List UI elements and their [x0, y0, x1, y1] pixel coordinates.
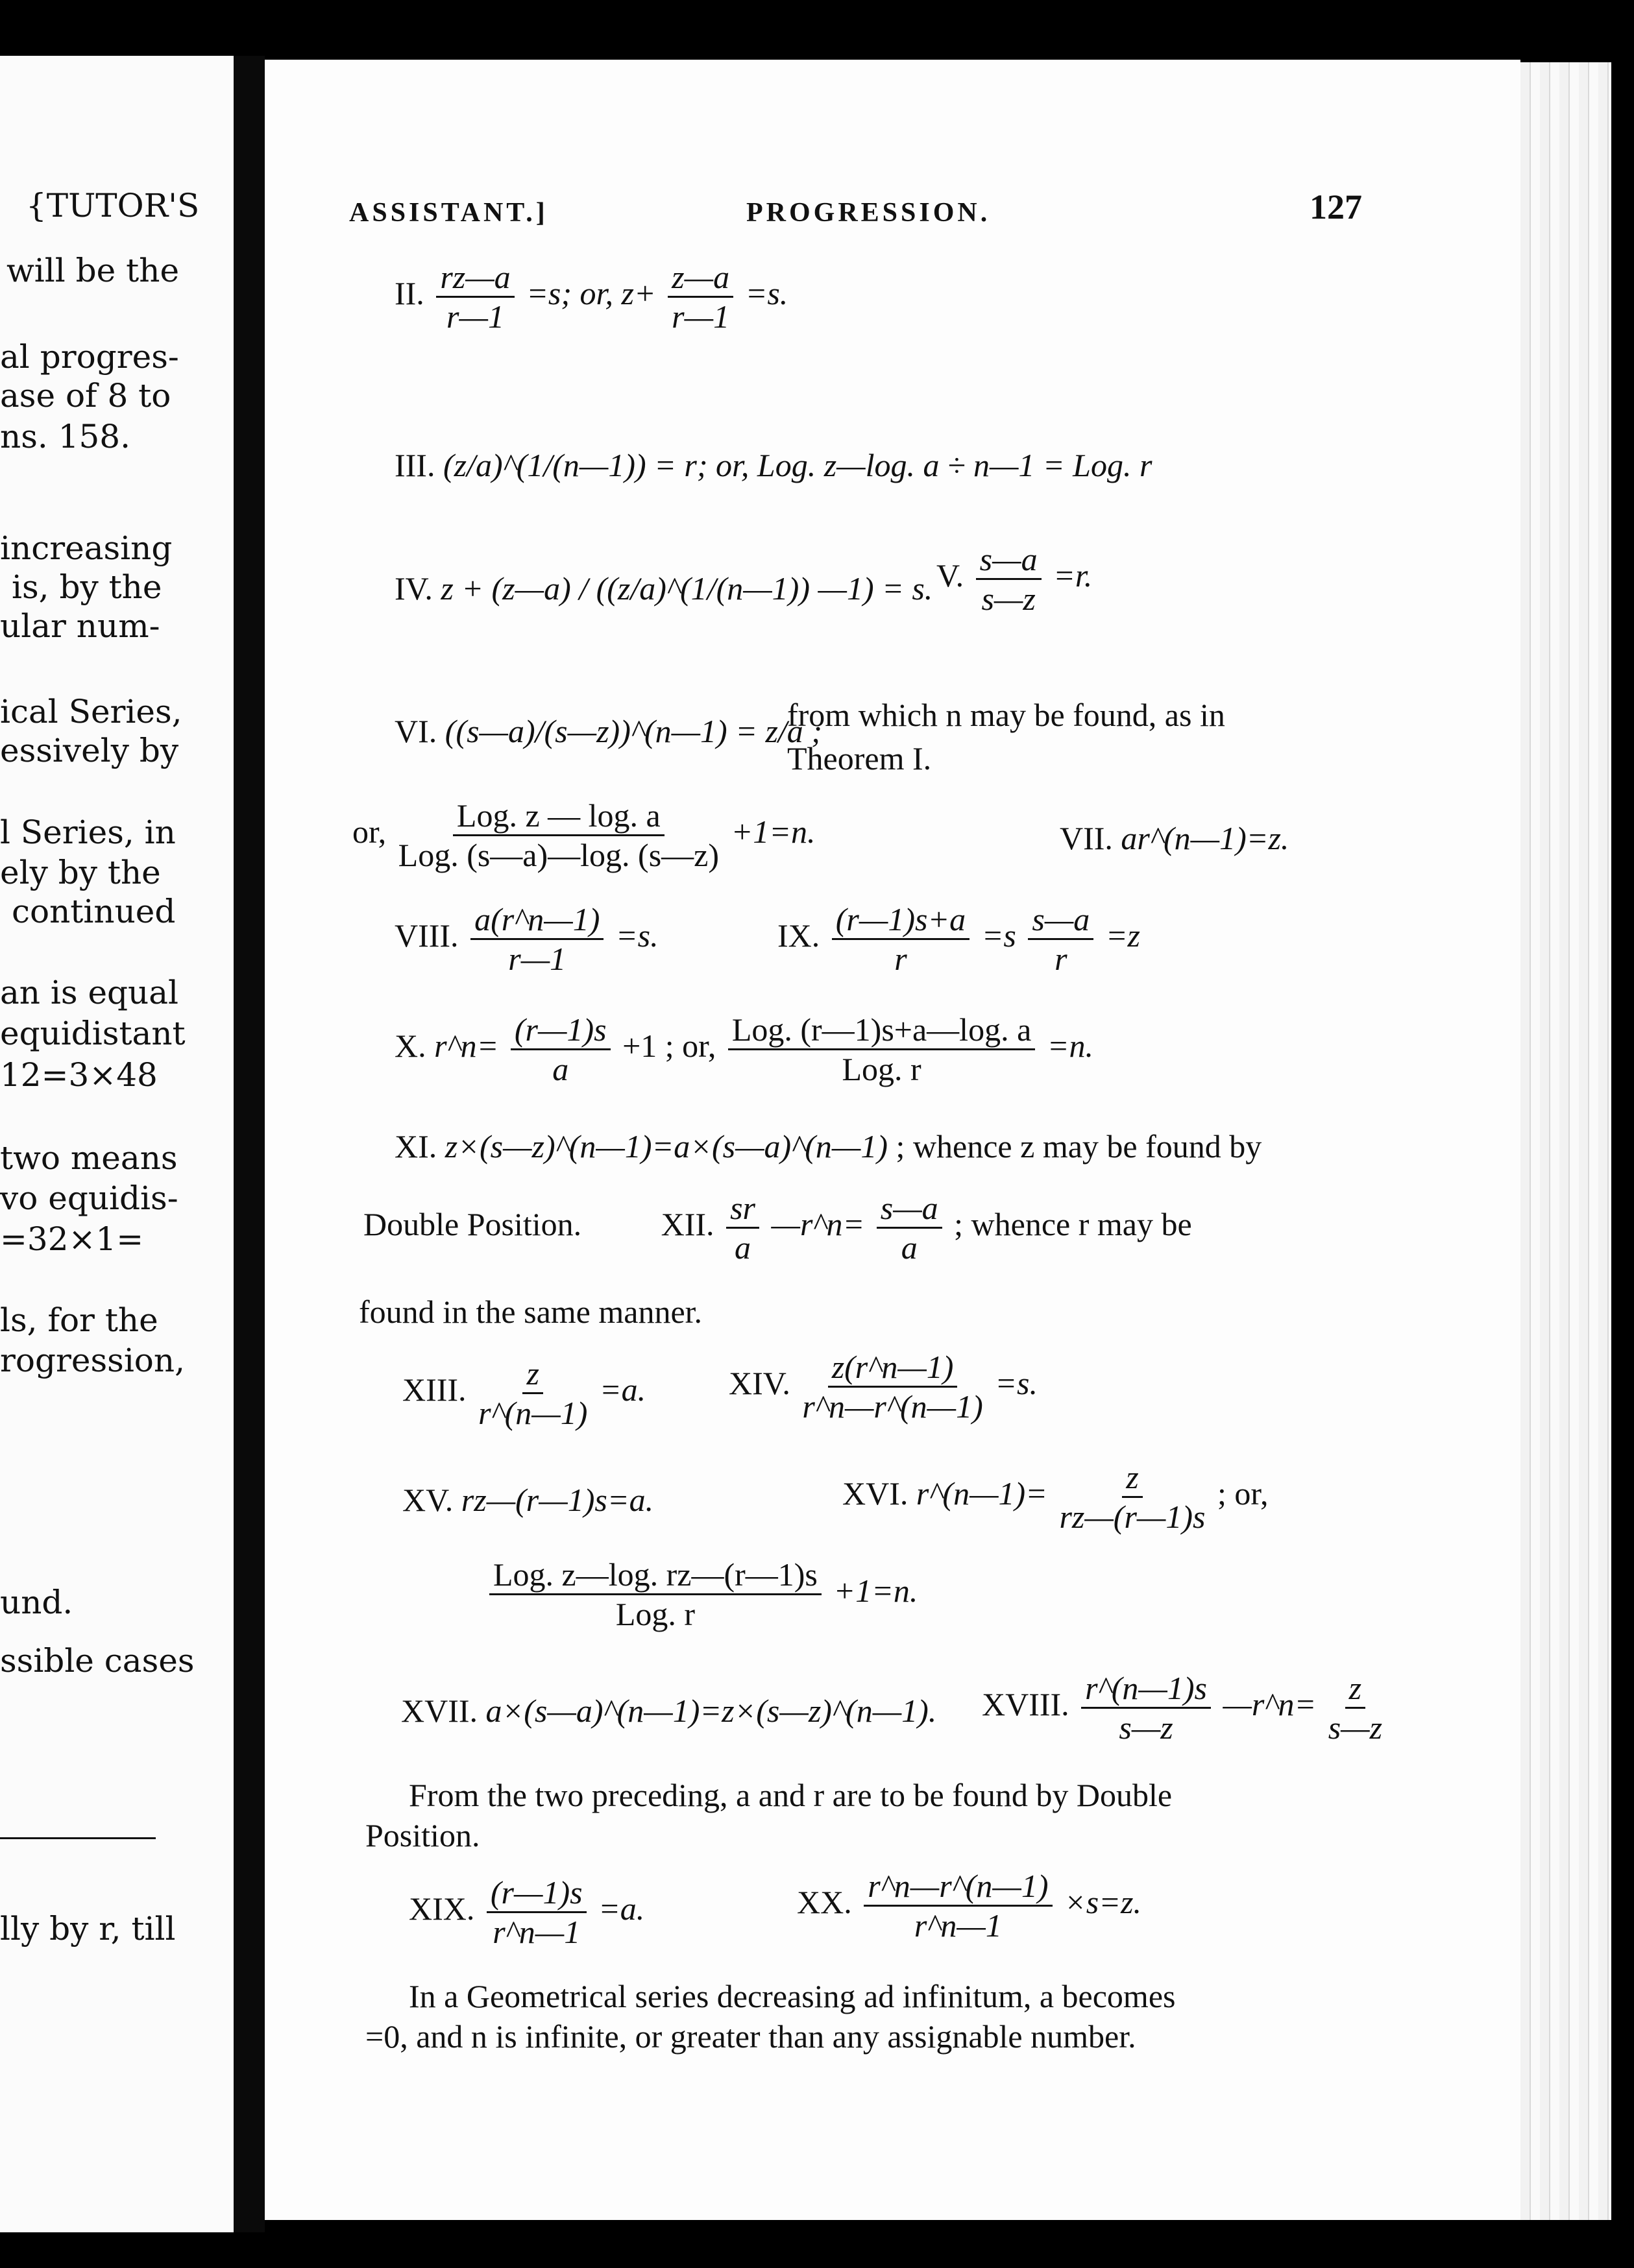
fraction [976, 543, 1042, 615]
numerator: Log. z—log. rz—(r—1)s [489, 1558, 822, 1595]
paragraph-line: In a Geometrical series decreasing ad infinitum, a becomes [409, 1978, 1176, 2014]
left-page-line: ular num- [0, 607, 160, 645]
numerator: s—a [1028, 903, 1093, 940]
formula-label: XVI. [842, 1475, 908, 1512]
formula-text: r^n= [434, 1027, 499, 1064]
denominator: s—z [1328, 1709, 1383, 1746]
formula-vi-note-1: from which n may be found, as in [787, 697, 1225, 733]
denominator: r^n—r^(n—1) [802, 1388, 983, 1425]
formula-text: +1=n. [833, 1572, 918, 1609]
formula-text: ((s—a)/(s—z))^(n—1) = z/a ; [445, 713, 822, 749]
denominator: a [901, 1229, 918, 1266]
denominator: r^n—1 [493, 1914, 581, 1950]
fraction [864, 1870, 1052, 1942]
fraction [489, 1558, 822, 1630]
formula-text: =a. [598, 1890, 645, 1927]
numerator: sr [726, 1192, 759, 1229]
formula-xiv [729, 1351, 1038, 1423]
fraction [1081, 1672, 1211, 1744]
formula-x [395, 1013, 1093, 1085]
formula-text: =s. [995, 1364, 1038, 1401]
numerator: rz—a [436, 261, 514, 298]
left-page-line: two means [0, 1139, 178, 1177]
numerator: (r—1)s [487, 1876, 587, 1913]
formula-label: X. [395, 1027, 426, 1064]
formula-text: +1 ; or, [622, 1027, 716, 1064]
formula-label: XVIII. [982, 1685, 1069, 1722]
left-page-line: an is equal [0, 974, 179, 1011]
formula-label: XX. [797, 1883, 852, 1920]
formula-text: r^(n—1)= [916, 1475, 1047, 1512]
denominator: r [894, 941, 907, 977]
denominator: r^(n—1) [478, 1395, 588, 1431]
left-page-line: ns. 158. [0, 418, 130, 455]
formula-text: =s. [745, 274, 788, 311]
left-page-line: essively by [0, 732, 179, 769]
denominator: r—1 [508, 941, 567, 977]
formula-note: ; whence r may be [954, 1205, 1192, 1242]
left-page-line: increasing [0, 529, 173, 567]
fraction [877, 1192, 942, 1264]
numerator: z [522, 1357, 543, 1394]
denominator: Log. r [842, 1051, 921, 1087]
formula-label: IV. [395, 570, 433, 607]
formula-text: —r^n= [771, 1205, 865, 1242]
page-edges [1520, 62, 1611, 2220]
formula-text: a×(s—a)^(n—1)=z×(s—z)^(n—1). [485, 1693, 937, 1729]
formula-label: XIX. [409, 1890, 475, 1927]
formula-iii [395, 449, 1152, 481]
left-page-line: equidistant [0, 1015, 186, 1052]
left-page [0, 56, 234, 2232]
left-page-line: is, by the [12, 568, 162, 606]
formula-iv [395, 572, 933, 605]
formula-text: ; or, [1217, 1475, 1269, 1512]
formula-vi-note-2: Theorem I. [787, 740, 932, 777]
left-page-line: will be the [6, 252, 180, 289]
numerator: Log. z — log. a [453, 799, 665, 836]
formula-text: =s [981, 917, 1016, 954]
formula-vii [1060, 822, 1289, 854]
numerator: s—a [877, 1192, 942, 1229]
left-page-line: ase of 8 to [0, 377, 171, 415]
left-page-line: 12=3×48 [0, 1056, 158, 1094]
formula-vi-log [352, 799, 815, 871]
fraction [1328, 1672, 1382, 1744]
left-page-line: continued [12, 893, 176, 930]
numerator: Log. (r—1)s+a—log. a [728, 1013, 1035, 1050]
formula-xii [363, 1192, 1192, 1264]
numerator: z—a [668, 261, 733, 298]
formula-text: z×(s—z)^(n—1)=a×(s—a)^(n—1) [445, 1128, 888, 1164]
book-gutter [234, 56, 265, 2232]
numerator: r^n—r^(n—1) [864, 1870, 1052, 1907]
denominator: s—z [1119, 1709, 1173, 1746]
formula-label: IX. [777, 917, 820, 954]
formula-xvi [842, 1461, 1269, 1533]
fraction [487, 1876, 587, 1948]
numerator: (r—1)s [511, 1013, 611, 1050]
formula-xix [409, 1876, 644, 1948]
left-page-line: =32×1= [0, 1220, 144, 1258]
formula-xviii [982, 1672, 1386, 1744]
formula-text: ×s=z. [1064, 1883, 1141, 1920]
formula-text: =r. [1053, 557, 1093, 594]
fraction [511, 1013, 611, 1085]
left-page-line: l Series, in [0, 814, 176, 851]
denominator: Log. (s—a)—log. (s—z) [398, 837, 719, 873]
formula-viii [395, 903, 659, 975]
fraction [1059, 1461, 1205, 1533]
left-page-line: rogression, [0, 1342, 186, 1379]
formula-xi [395, 1130, 1262, 1163]
denominator: r [1055, 941, 1067, 977]
formula-text: +1=n. [731, 813, 816, 850]
numerator: s—a [976, 543, 1042, 580]
formula-text: =a. [599, 1371, 646, 1408]
formula-text: (z/a)^(1/(n—1)) = r; or, Log. z—log. a ÷ n—1 = Log. r [443, 447, 1152, 483]
numerator: r^(n—1)s [1081, 1672, 1211, 1709]
formula-xvii [401, 1695, 936, 1727]
paragraph-line: From the two preceding, a and r are to be found by Double [409, 1777, 1173, 1813]
formula-xiii [402, 1357, 646, 1429]
formula-text: ar^(n—1)=z. [1121, 820, 1289, 856]
formula-note: ; whence z may be found by [896, 1128, 1262, 1164]
formula-text: —r^n= [1223, 1685, 1317, 1722]
fraction [728, 1013, 1035, 1085]
running-head-title: PROGRESSION. [746, 198, 991, 228]
formula-label: VIII. [395, 917, 459, 954]
denominator: rz—(r—1)s [1059, 1499, 1206, 1535]
formula-ii [395, 261, 788, 333]
fraction [478, 1357, 587, 1429]
paragraph-line: Position. [365, 1817, 480, 1853]
formula-text: rz—(r—1)s=a. [461, 1482, 654, 1518]
fraction [436, 261, 514, 333]
formula-text: =s; or, z+ [526, 274, 656, 311]
formula-text: z + (z—a) / ((z/a)^(1/(n—1)) —1) = s. [441, 570, 933, 607]
formula-xvi-log [485, 1558, 918, 1630]
formula-label: VI. [395, 713, 437, 749]
formula-label: VII. [1060, 820, 1113, 856]
numerator: z [1122, 1461, 1142, 1498]
formula-xv [402, 1484, 653, 1516]
formula-label: XVII. [401, 1693, 478, 1729]
left-page-line: ely by the [0, 854, 161, 891]
formula-vi [395, 715, 822, 747]
formula-text: Double Position. [363, 1205, 582, 1242]
formula-label: III. [395, 447, 435, 483]
fraction [1028, 903, 1093, 975]
running-head-left: ASSISTANT.] [349, 198, 548, 228]
left-page-line: ssible cases [0, 1642, 195, 1680]
left-page-line: lly by r, till [0, 1910, 176, 1948]
denominator: a [552, 1051, 569, 1087]
right-page [265, 60, 1520, 2220]
formula-v [936, 543, 1092, 615]
fraction [668, 261, 733, 333]
formula-label: II. [395, 274, 424, 311]
formula-text: =n. [1047, 1027, 1094, 1064]
formula-label: XIV. [729, 1364, 790, 1401]
numerator: a(r^n—1) [470, 903, 604, 940]
left-page-line: vo equidis- [0, 1179, 178, 1217]
formula-label: XIII. [402, 1371, 467, 1408]
numerator: z [1345, 1672, 1365, 1709]
page-number: 127 [1310, 187, 1362, 226]
left-page-line: ls, for the [0, 1301, 158, 1339]
denominator: s—z [981, 581, 1036, 617]
paragraph-line: =0, and n is infinite, or greater than any assignable number. [365, 2018, 1136, 2055]
denominator: r—1 [672, 298, 730, 335]
formula-label: or, [352, 813, 387, 850]
numerator: (r—1)s+a [832, 903, 969, 940]
denominator: Log. r [615, 1596, 696, 1632]
formula-label: XI. [395, 1128, 437, 1164]
fraction [470, 903, 604, 975]
formula-label: V. [936, 557, 964, 594]
fraction [832, 903, 969, 975]
left-page-line: al progres- [0, 338, 179, 376]
fraction [726, 1192, 759, 1264]
formula-label: XV. [402, 1482, 454, 1518]
left-page-line: {TUTOR'S [26, 187, 200, 224]
formula-label: XII. [661, 1205, 714, 1242]
text-line: found in the same manner. [359, 1294, 703, 1330]
left-page-line: und. [0, 1584, 73, 1621]
formula-text: =z [1105, 917, 1141, 954]
numerator: z(r^n—1) [828, 1351, 958, 1388]
formula-ix [777, 903, 1140, 975]
denominator: r—1 [446, 298, 504, 335]
denominator: r^n—1 [914, 1907, 1002, 1944]
fraction [802, 1351, 982, 1423]
formula-text: =s. [615, 917, 659, 954]
formula-xx [797, 1870, 1141, 1942]
denominator: a [735, 1229, 751, 1266]
left-page-line: ical Series, [0, 693, 182, 730]
footnote-rule [0, 1837, 156, 1839]
fraction [398, 799, 719, 871]
